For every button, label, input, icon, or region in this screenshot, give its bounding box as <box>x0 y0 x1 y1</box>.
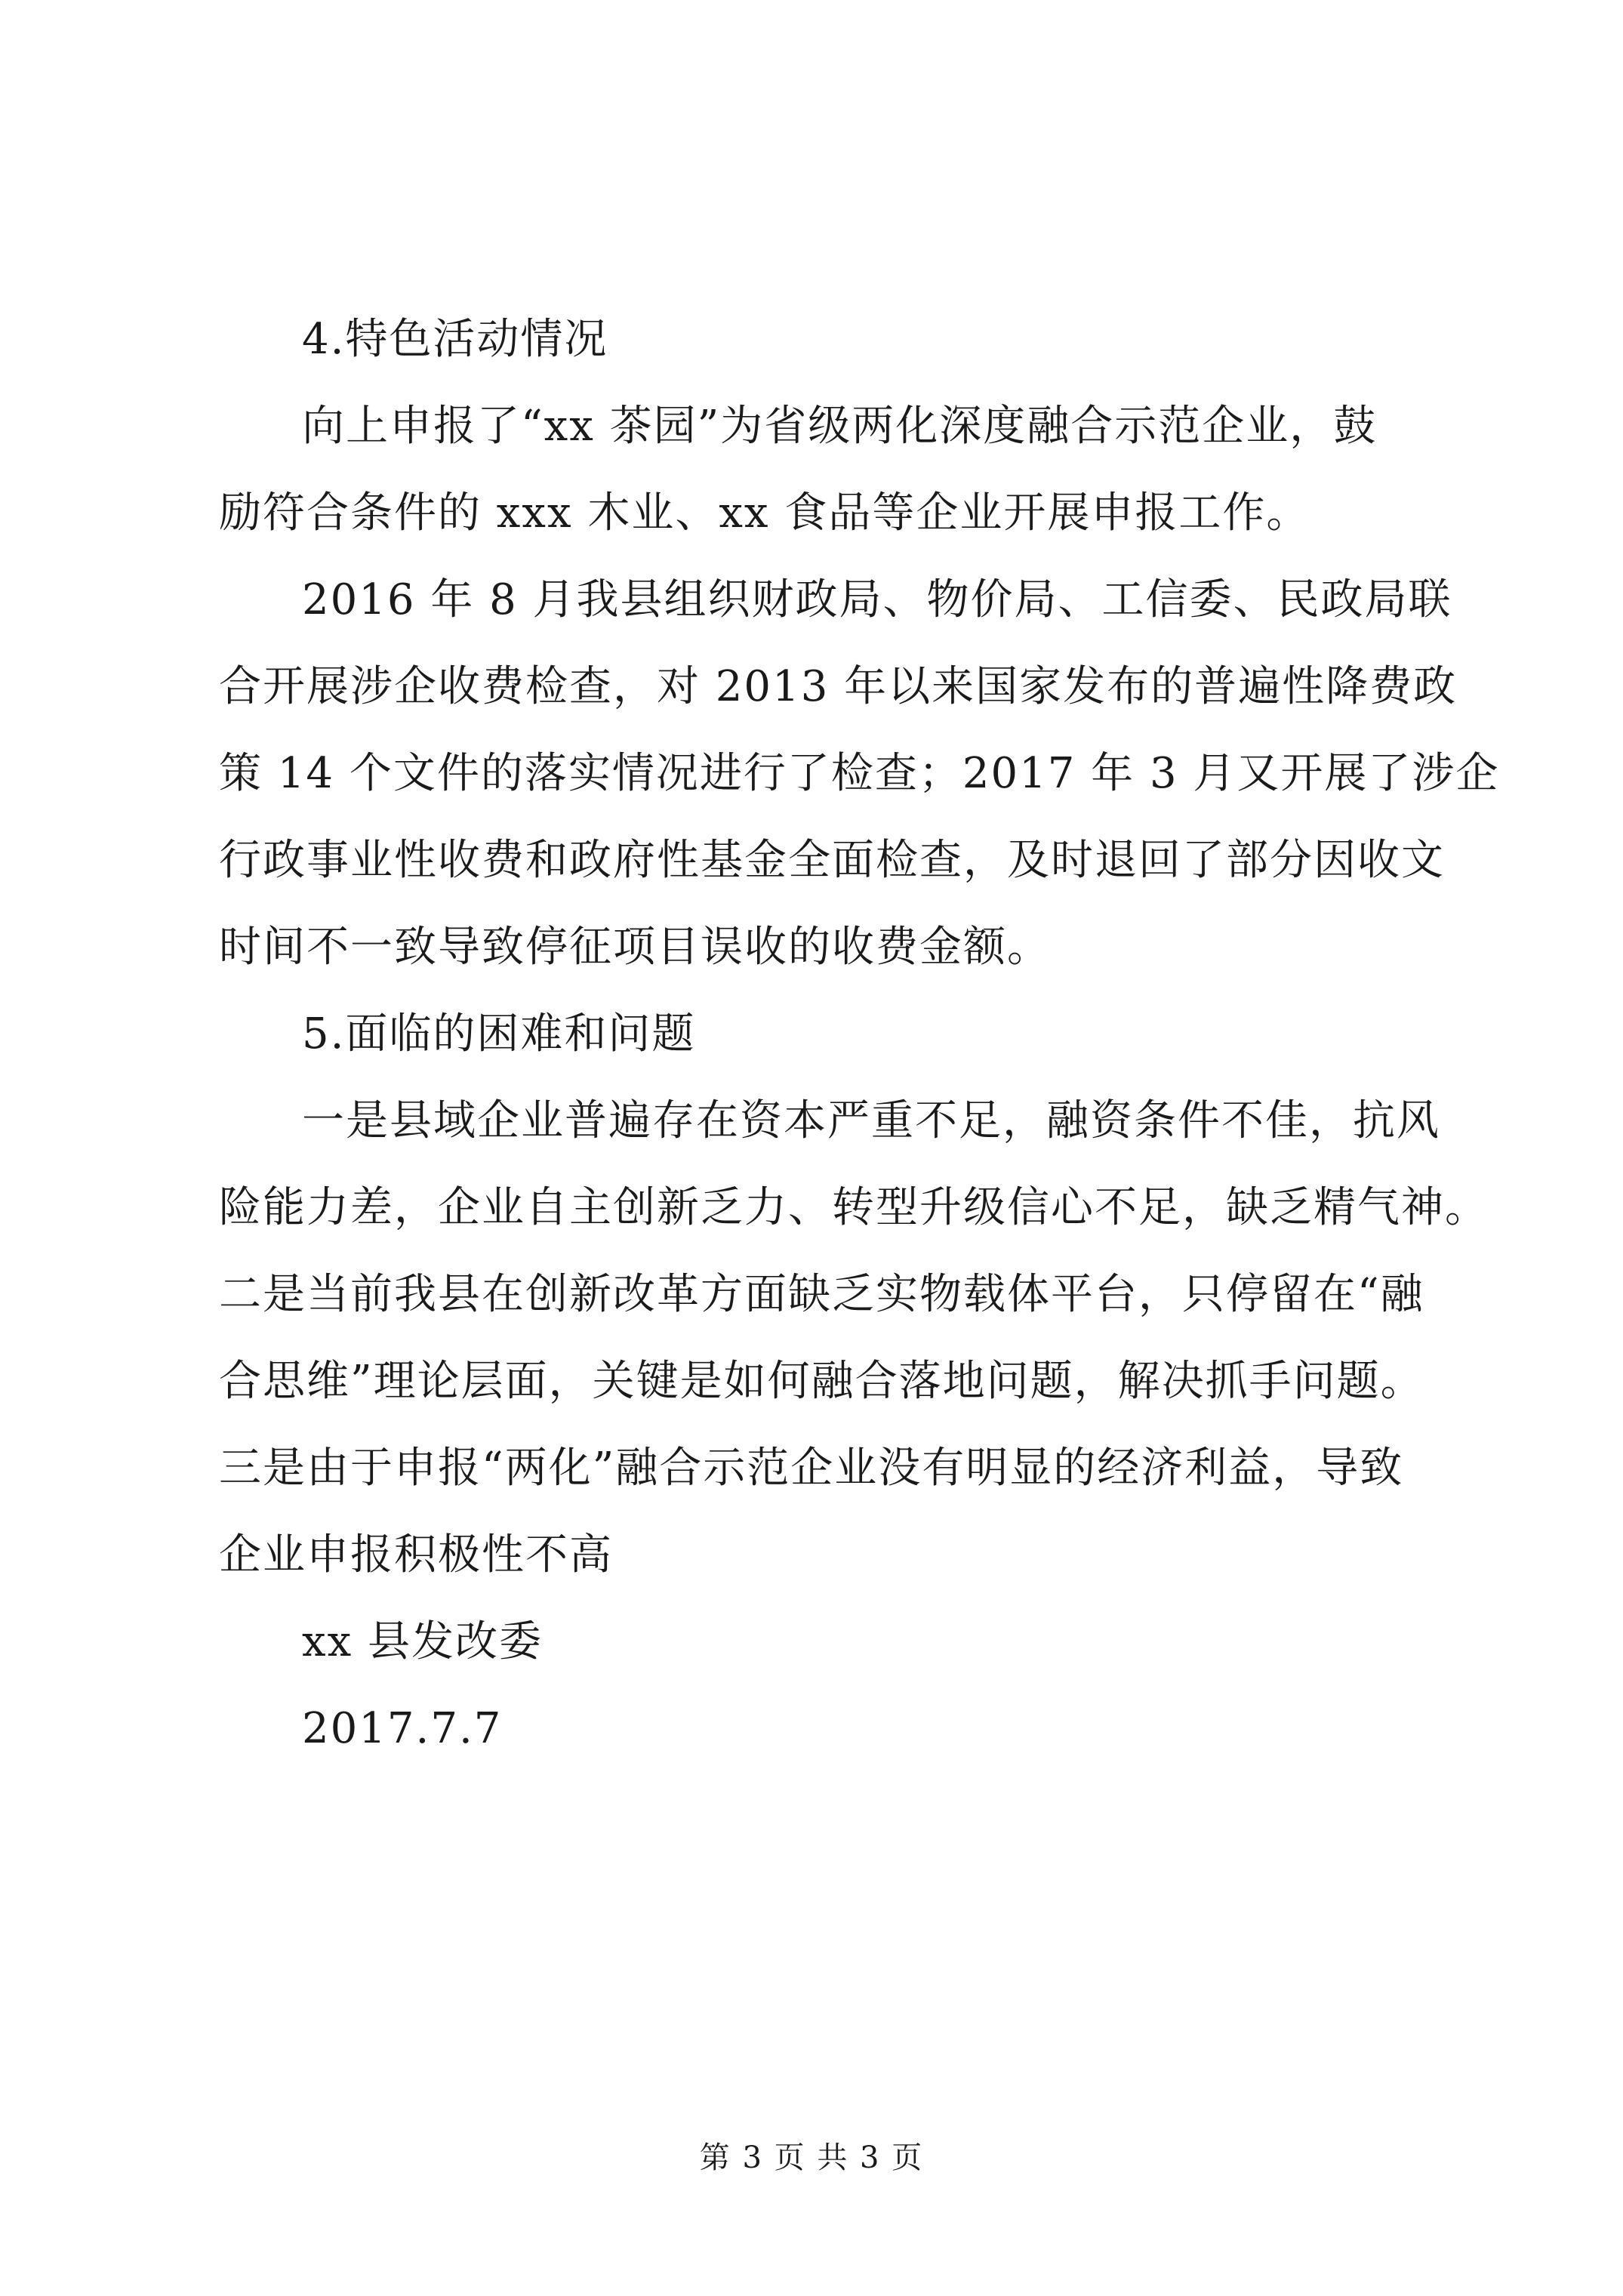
signature-date: 2017.7.7 <box>302 1704 503 1753</box>
paragraph-line: 企业申报积极性不高 <box>219 1530 613 1579</box>
section-heading-5: 5.面临的困难和问题 <box>302 1009 696 1059</box>
paragraph-line: 励符合条件的 xxx 木业、xx 食品等企业开展申报工作。 <box>219 488 1310 538</box>
paragraph-line: 险能力差，企业自主创新乏力、转型升级信心不足，缺乏精气神。 <box>219 1183 1489 1232</box>
paragraph-line: 行政事业性收费和政府性基金全面检查，及时退回了部分因收文 <box>219 836 1445 885</box>
page-footer: 第 3 页 共 3 页 <box>699 2140 924 2175</box>
paragraph-line: 2016 年 8 月我县组织财政局、物价局、工信委、民政局联 <box>302 575 1452 624</box>
paragraph-line: 向上申报了“xx 茶园”为省级两化深度融合示范企业，鼓 <box>302 402 1378 451</box>
paragraph-line: 三是由于申报“两化”融合示范企业没有明显的经济利益，导致 <box>219 1444 1404 1493</box>
paragraph-line: 合思维”理论层面，关键是如何融合落地问题，解决抓手问题。 <box>219 1357 1424 1406</box>
paragraph-line: 一是县域企业普遍存在资本严重不足，融资条件不佳，抗风 <box>302 1096 1440 1145</box>
paragraph-line: 策 14 个文件的落实情况进行了检查；2017 年 3 月又开展了涉企 <box>219 749 1500 798</box>
paragraph-line: 合开展涉企收费检查，对 2013 年以来国家发布的普遍性降费政 <box>219 662 1458 711</box>
signature-organization: xx 县发改委 <box>302 1617 543 1666</box>
paragraph-line: 二是当前我县在创新改革方面缺乏实物载体平台，只停留在“融 <box>219 1270 1424 1319</box>
section-heading-4: 4.特色活动情况 <box>302 315 608 364</box>
paragraph-line: 时间不一致导致停征项目误收的收费金额。 <box>219 923 1051 972</box>
